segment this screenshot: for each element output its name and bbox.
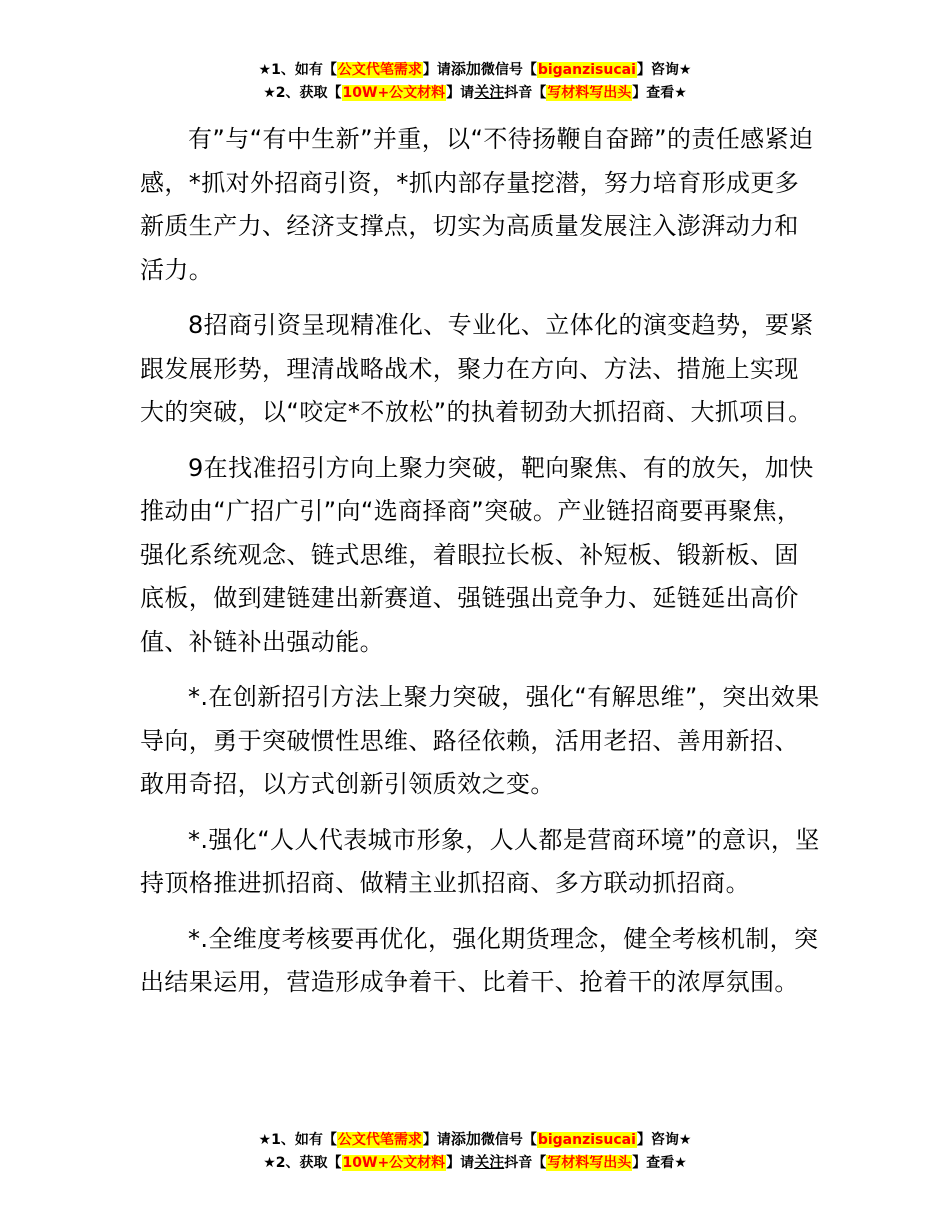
promo-text: 抖音【 <box>504 85 547 101</box>
promo-text: 】请 <box>422 62 451 78</box>
promo-douyin-id: 写材料写出头 <box>547 1155 632 1171</box>
promo-douyin-id: 写材料写出头 <box>547 85 632 101</box>
promo-highlight: 10W+公文材料 <box>342 85 446 101</box>
promo-text: 微信号【 <box>480 62 537 78</box>
promo-text: 】查看★ <box>632 85 687 101</box>
promo-text: 】咨询★ <box>636 1132 692 1148</box>
promo-line-2 <box>0 1151 950 1174</box>
promo-wechat-id: biganzisucai <box>537 1132 636 1148</box>
promo-line-1 <box>0 1128 950 1151</box>
promo-text: 】请 <box>446 1155 475 1171</box>
promo-text: ★2、获取【 <box>263 1155 342 1171</box>
paragraph: *.全维度考核要再优化，强化期货理念，健全考核机制，突出结果运用，营造形成争着干、比着干、抢着干的浓厚氛围。 <box>140 924 819 996</box>
promo-emphasis: 添加 <box>450 60 481 78</box>
promo-text: 】请 <box>422 1132 451 1148</box>
promo-text: ★1、如有【 <box>258 62 337 78</box>
promo-highlight: 公文代笔需求 <box>337 1132 422 1148</box>
paragraph: 8招商引资呈现精准化、专业化、立体化的演变趋势，要紧跟发展形势，理清战略战术，聚力在方向、方法、措施上实现大的突破，以“咬定*不放松”的执着韧劲大抓招商、大抓项目。 <box>140 311 814 426</box>
paragraph: 9在找准招引方向上聚力突破，靶向聚焦、有的放矢，加快推动由“广招广引”向“选商择商”突破。产业链招商要再聚焦，强化系统观念、链式思维，着眼拉长板、补短板、锻新板、固底板，做到建链建出新赛道、强链强出竞争力、延链延出高价值、补链补出强动能。 <box>140 453 814 656</box>
promo-text: 微信号【 <box>480 1132 537 1148</box>
promo-emphasis: 关注 <box>474 1153 505 1171</box>
promo-line-2 <box>0 81 950 104</box>
promo-text: 】查看★ <box>632 1155 687 1171</box>
promo-text: 】请 <box>446 85 475 101</box>
promo-text: 抖音【 <box>504 1155 547 1171</box>
paragraph: *.在创新招引方法上聚力突破，强化“有解思维”，突出效果导向，勇于突破惯性思维、路径依赖，活用老招、善用新招、敢用奇招，以方式创新引领质效之变。 <box>140 683 820 798</box>
paragraph: *.强化“人人代表城市形象，人人都是营商环境”的意识，坚持顶格推进抓招商、做精主业抓招商、多方联动抓招商。 <box>140 825 820 897</box>
promo-text: 】咨询★ <box>636 62 692 78</box>
paragraph: 有”与“有中生新”并重，以“不待扬鞭自奋蹄”的责任感紧迫感，*抓对外招商引资，*抓内部存量挖潜，努力培育形成更多新质生产力、经济支撑点，切实为高质量发展注入澎湃动力和活力。 <box>140 125 814 284</box>
promo-highlight: 公文代笔需求 <box>337 62 422 78</box>
promo-emphasis: 添加 <box>450 1130 481 1148</box>
header-promo-banner <box>0 58 950 104</box>
document-body <box>140 118 820 1017</box>
footer-promo-banner <box>0 1128 950 1174</box>
promo-line-1 <box>0 58 950 81</box>
promo-text: ★1、如有【 <box>258 1132 337 1148</box>
promo-emphasis: 关注 <box>474 83 505 101</box>
promo-text: ★2、获取【 <box>263 85 342 101</box>
promo-wechat-id: biganzisucai <box>537 62 636 78</box>
promo-highlight: 10W+公文材料 <box>342 1155 446 1171</box>
